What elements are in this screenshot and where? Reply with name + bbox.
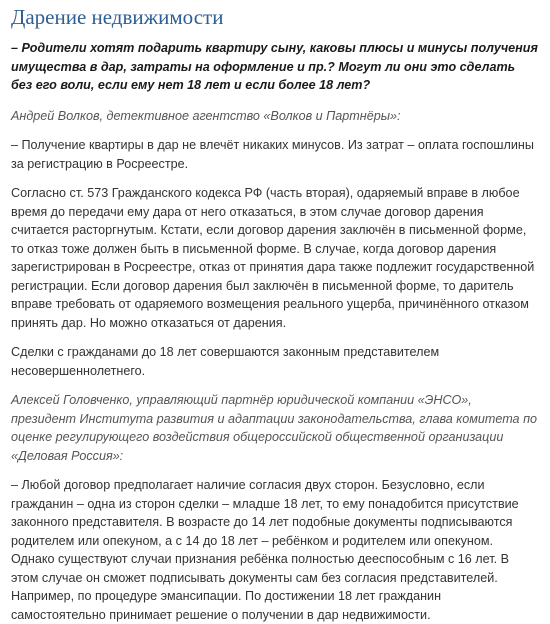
article-title: Дарение недвижимости bbox=[11, 5, 224, 29]
answer-paragraph-4: – Любой договор предполагает наличие согласия двух сторон. Безусловно, если гражданин – одна из сторон сделки – младше 18 лет, то ему понадобится присутствие законного представителя. В возрасте до 14 лет подобные документы подписываются родителем или опекуном, а с 14 до 18 лет – ребёнком и родителем или опекуном. Однако существуют случаи признания ребёнка полностью дееспособным с 16 лет. В этом случае он сможет подписывать документы сам без согласия представителей. Например, по процедуре эмансипации. По достижении 18 лет гражданин самостоятельно принимает решение о получении в дар недвижимости. bbox=[11, 478, 519, 622]
answer-paragraph-1: – Получение квартиры в дар не влечёт никаких минусов. Из затрат – оплата госпошлины за регистрацию в Росреестре. bbox=[11, 138, 534, 171]
answer-paragraph-3: Сделки с гражданами до 18 лет совершаются законным представителем несовершеннолетнего. bbox=[11, 345, 440, 378]
expert-attribution-volkov: Андрей Волков, детективное агентство «Волков и Партнёры»: bbox=[11, 108, 401, 123]
answer-paragraph-2: Согласно ст. 573 Гражданского кодекса РФ (часть вторая), одаряемый вправе в любое время до передачи ему дара от него отказаться, в этом случае договор дарения считается расторгнутым. Кстати, если договор дарения заключён в письменной форме, то отказ тоже должен быть в письменной форме. В случае, когда договор дарения зарегистрирован в Росреестре, отказ от принятия дара также подлежит государственной регистрации. Если договор дарения был заключён в письменной форме, то даритель вправе требовать от одаряемого возмещения реального ущерба, причинённого отказом принять дар. Но можно отказаться от дарения. bbox=[11, 186, 535, 330]
reader-question: – Родители хотят подарить квартиру сыну, каковы плюсы и минусы получения имущества в дар, затраты на оформление и пр.? Могут ли они это сделать без его воли, если ему нет 18 лет и если более 18 лет? bbox=[11, 41, 538, 92]
expert-attribution-golovchenko: Алексей Головченко, управляющий партнёр юридической компании «ЭНСО», президент Института развития и адаптации законодательства, глава комитета по оценке регулирующего воздействия общероссийской общественной организации «Деловая Россия»: bbox=[11, 393, 537, 463]
